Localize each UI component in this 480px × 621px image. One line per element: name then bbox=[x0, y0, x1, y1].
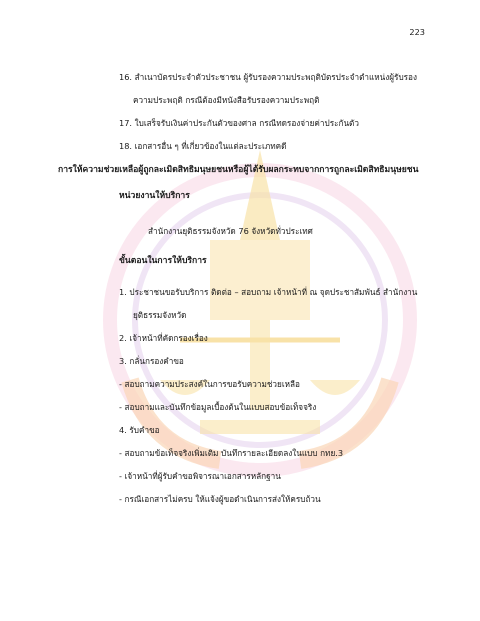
service-unit-text: สำนักงานยุติธรรมจังหวัด 76 จังหวัดทั่วประเทศ bbox=[148, 226, 313, 236]
list-item-18: 18. เอกสารอื่น ๆ ที่เกี่ยวข้องในแต่ละประเภทคดี bbox=[119, 141, 287, 151]
list-item-16-line1: 16. สำเนาบัตรประจำตัวประชาชน ผู้รับรองความประพฤติบัตรประจำตำแหน่งผู้รับรอง bbox=[119, 72, 417, 82]
step-detail-1: - สอบถามความประสงค์ในการขอรับความช่วยเหลือ bbox=[119, 379, 300, 389]
list-item-16-line2: ความประพฤติ กรณีต้องมีหนังสือรับรองความประพฤติ bbox=[133, 95, 320, 105]
step-detail-4: - เจ้าหน้าที่ผู้รับคำขอพิจารณาเอกสารหลักฐาน bbox=[119, 471, 281, 481]
step-detail-2: - สอบถามและบันทึกข้อมูลเบื้องต้นในแบบสอบข้อเท็จจริง bbox=[119, 402, 317, 412]
section-heading: การให้ความช่วยเหลือผู้ถูกละเมิดสิทธิมนุษยชนหรือผู้ได้รับผลกระทบจากการถูกละเมิดสิทธิมนุษยชน bbox=[58, 165, 419, 175]
step-1-line2: ยุติธรรมจังหวัด bbox=[133, 310, 187, 320]
service-unit-heading: หน่วยงานให้บริการ bbox=[119, 191, 190, 201]
step-4: 4. รับคำขอ bbox=[119, 425, 160, 435]
page-number: 223 bbox=[409, 27, 425, 37]
step-detail-3: - สอบถามข้อเท็จจริงเพิ่มเติม บันทึกรายละเอียดลงในแบบ กทย.3 bbox=[119, 448, 344, 458]
step-1-line1: 1. ประชาชนขอรับบริการ ติดต่อ – สอบถาม เจ้าหน้าที่ ณ จุดประชาสัมพันธ์ สำนักงาน bbox=[119, 287, 418, 297]
step-2: 2. เจ้าหน้าที่คัดกรองเรื่อง bbox=[119, 333, 208, 343]
list-item-17: 17. ใบเสร็จรับเงินค่าประกันตัวของศาล กรณีทดรองจ่ายค่าประกันตัว bbox=[119, 118, 359, 128]
steps-heading: ขั้นตอนในการให้บริการ bbox=[119, 256, 207, 266]
step-detail-5: - กรณีเอกสารไม่ครบ ให้แจ้งผู้ขอดำเนินการส่งให้ครบถ้วน bbox=[119, 494, 321, 504]
step-3: 3. กลั่นกรองคำขอ bbox=[119, 356, 184, 366]
